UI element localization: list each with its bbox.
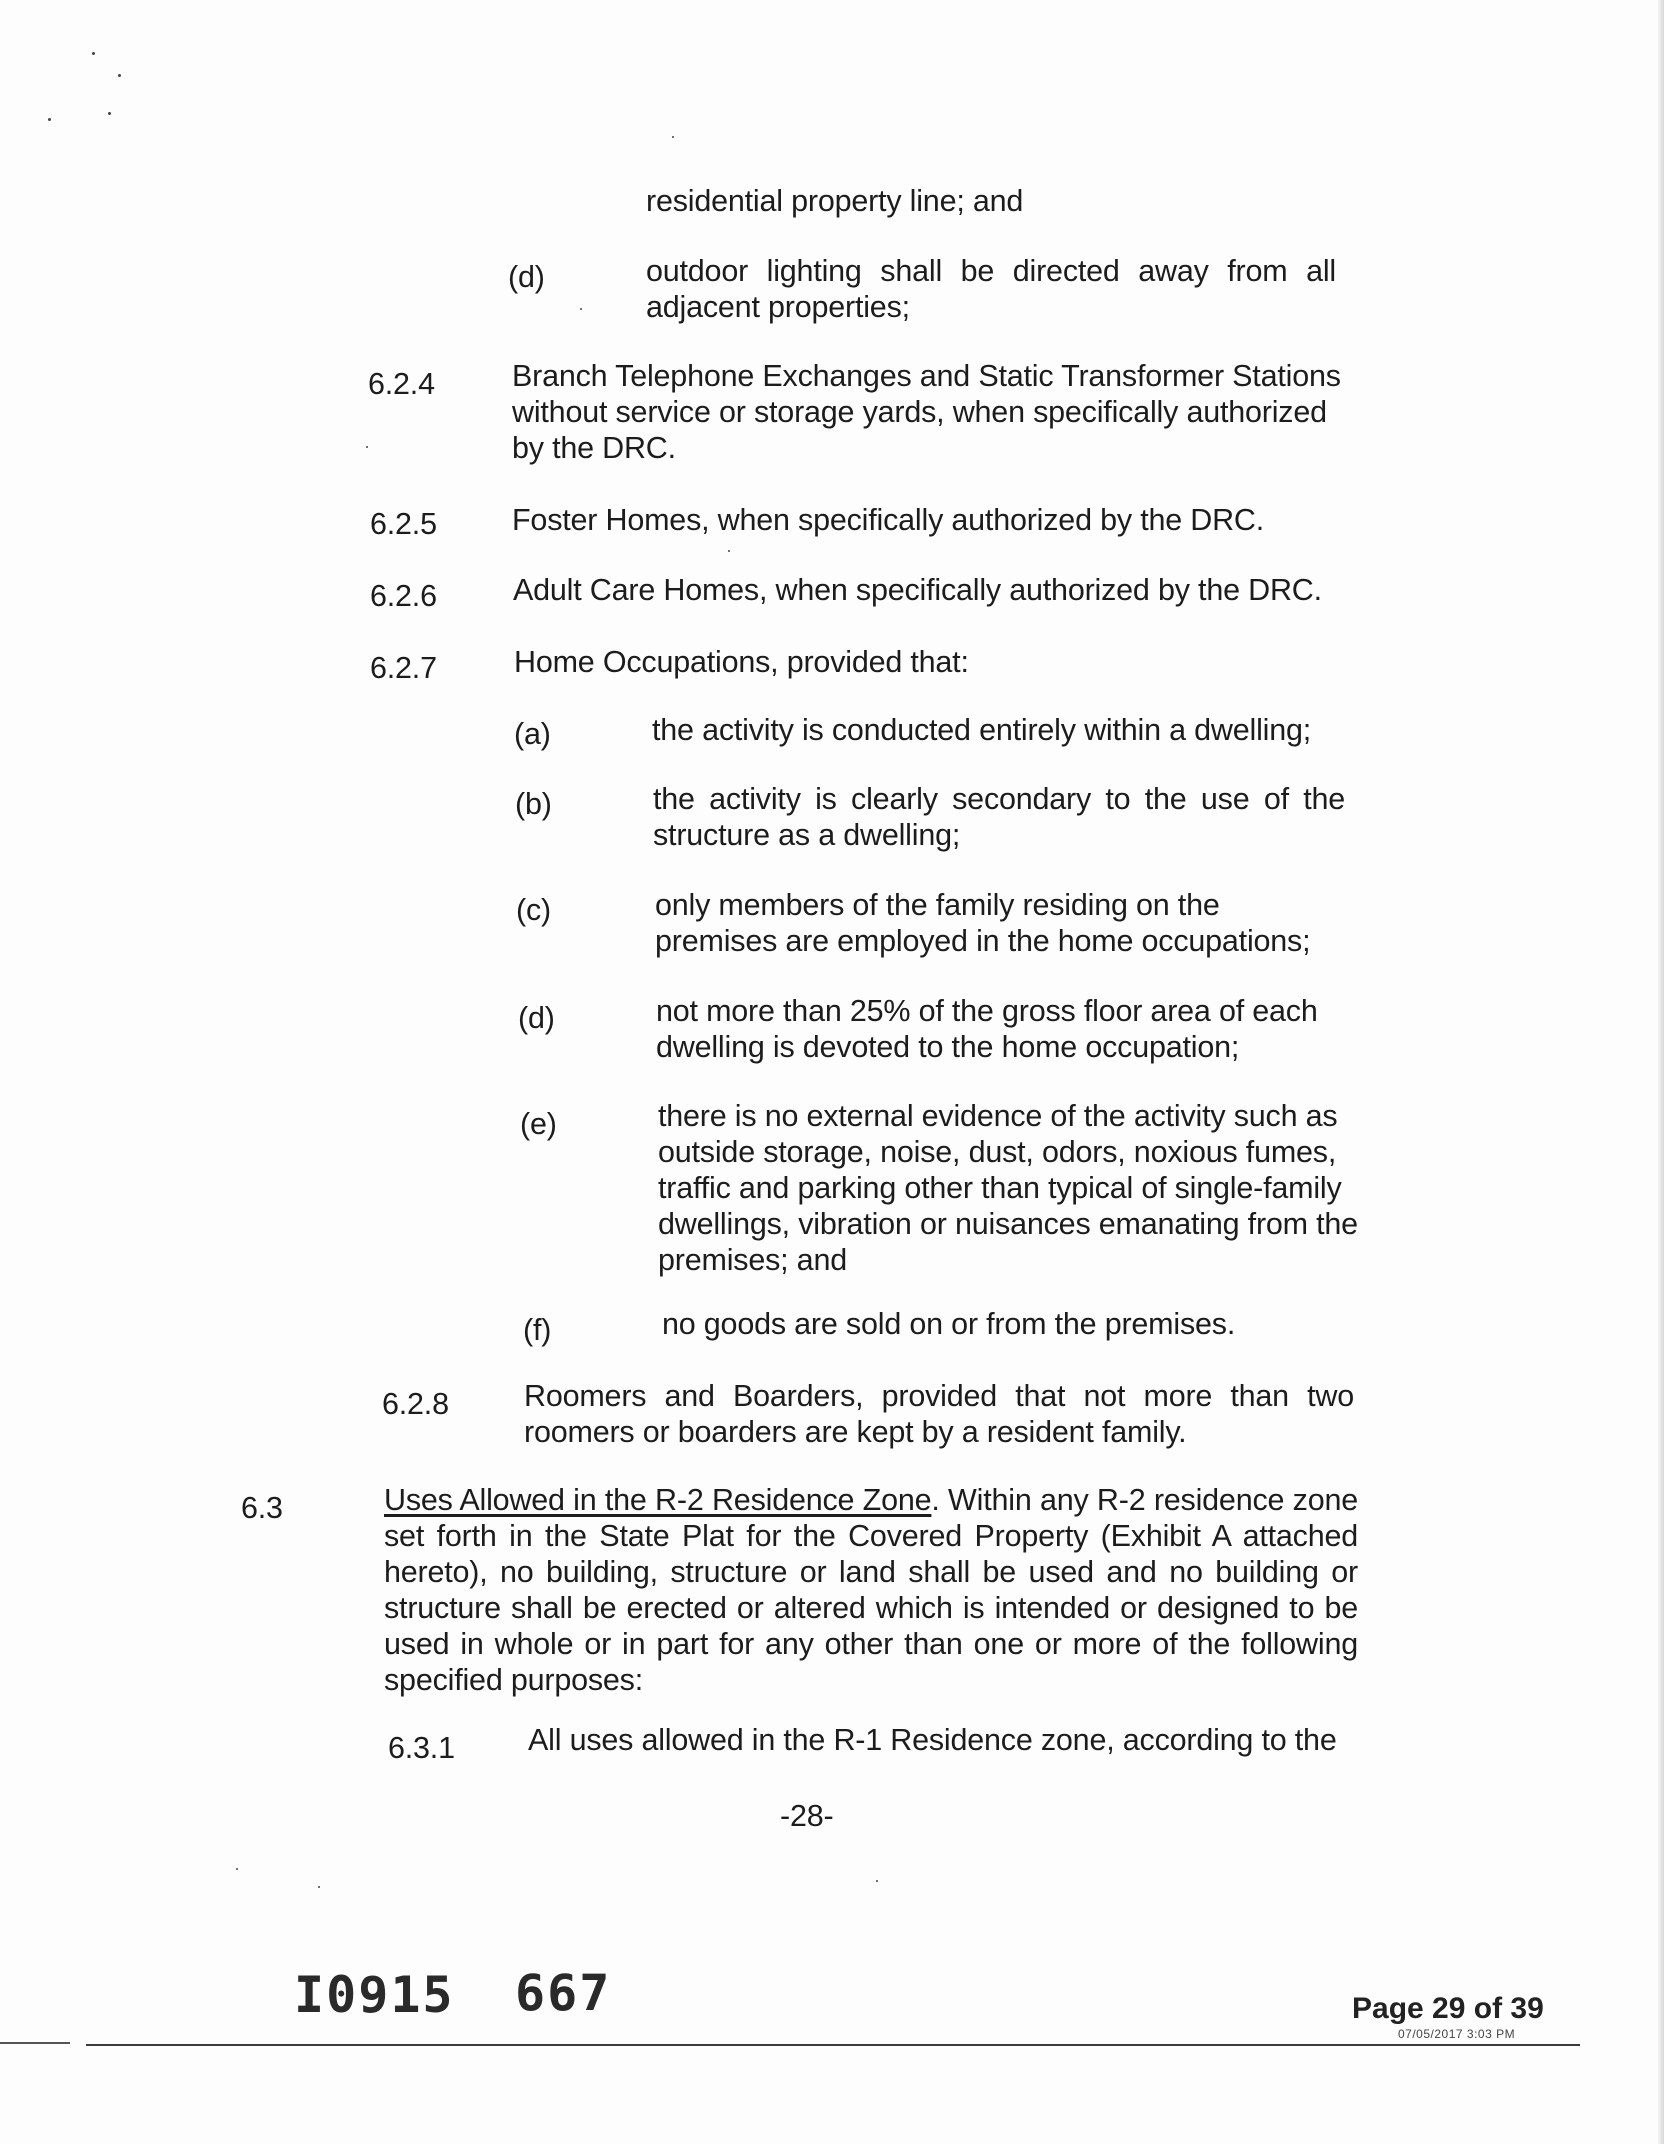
scan-speck <box>672 136 674 138</box>
recording-stamp-book <box>294 1966 455 2024</box>
item-text: outdoor lighting shall be directed away from all adjacent properties; <box>646 254 1336 324</box>
stamp-prefix: I <box>294 1966 327 2024</box>
page-count: Page 29 of 39 <box>1352 1992 1544 2025</box>
item-text: there is no external evidence of the activity such as outside storage, noise, dust, odors, noxious fumes, traffic and parking other than typical of single-family dwellings, vibration or nuisances emanating from the premises; and <box>658 1099 1358 1277</box>
section-text: Home Occupations, provided that: <box>514 645 969 679</box>
item-label: (f) <box>523 1313 552 1347</box>
scan-speck <box>728 550 730 552</box>
section-number: 6.3.1 <box>388 1731 455 1765</box>
item-label: (e) <box>520 1107 557 1141</box>
footer-rule <box>86 2044 1580 2046</box>
item-text: the activity is clearly secondary to the use of the structure as a dwelling; <box>653 782 1345 852</box>
section-number: 6.2.6 <box>370 579 437 613</box>
recording-stamp-page: 667 <box>515 1964 612 2022</box>
item-text: not more than 25% of the gross floor area of each dwelling is devoted to the home occupation; <box>656 994 1318 1064</box>
scan-speck <box>92 52 95 55</box>
scan-speck <box>876 1880 878 1882</box>
section-body: . Within any R-2 residence zone set forth in the State Plat for the Covered Property (Exhibit A attached hereto), no building, structure or land shall be used and no building or structure shall be erected or altered which is intended or designed to be used in whole or in part for any other than one or more of the following specified purposes: <box>384 1483 1358 1697</box>
page-number: -28- <box>780 1799 834 1833</box>
section-number: 6.2.5 <box>370 507 437 541</box>
scan-speck <box>366 446 368 448</box>
section-number: 6.2.8 <box>382 1387 449 1421</box>
item-text: no goods are sold on or from the premises. <box>662 1307 1236 1341</box>
section-number: 6.3 <box>241 1491 283 1525</box>
section-text <box>384 1482 1358 1698</box>
continuation-text: residential property line; and <box>646 184 1024 218</box>
item-label: (b) <box>515 787 552 821</box>
item-label: (d) <box>508 260 545 294</box>
section-text: Adult Care Homes, when specifically authorized by the DRC. <box>513 573 1322 607</box>
item-text: only members of the family residing on the premises are employed in the home occupations; <box>655 888 1311 958</box>
section-text: All uses allowed in the R-1 Residence zone, according to the <box>528 1723 1337 1757</box>
scan-speck <box>108 112 111 115</box>
scan-edge <box>1658 0 1664 2144</box>
scan-speck <box>580 308 582 310</box>
scan-speck <box>236 1868 238 1870</box>
section-text: Branch Telephone Exchanges and Static Transformer Stations without service or storage yards, when specifically authorized by the DRC. <box>512 359 1341 465</box>
stamp-book-number: 0915 <box>326 1966 455 2024</box>
section-heading: Uses Allowed in the R-2 Residence Zone <box>384 1483 932 1517</box>
item-label: (c) <box>516 893 551 927</box>
print-timestamp: 07/05/2017 3:03 PM <box>1398 2027 1516 2041</box>
section-text: Roomers and Boarders, provided that not more than two roomers or boarders are kept by a resident family. <box>524 1379 1354 1449</box>
section-text: Foster Homes, when specifically authorized by the DRC. <box>512 503 1265 537</box>
scan-speck <box>118 74 121 77</box>
item-text: the activity is conducted entirely within a dwelling; <box>652 713 1312 747</box>
section-number: 6.2.4 <box>368 367 435 401</box>
footer-rule-dash <box>0 2042 70 2044</box>
scan-speck <box>318 1886 320 1888</box>
scan-speck <box>48 118 51 121</box>
section-number: 6.2.7 <box>370 651 437 685</box>
item-label: (a) <box>514 717 551 751</box>
item-label: (d) <box>518 1001 555 1035</box>
